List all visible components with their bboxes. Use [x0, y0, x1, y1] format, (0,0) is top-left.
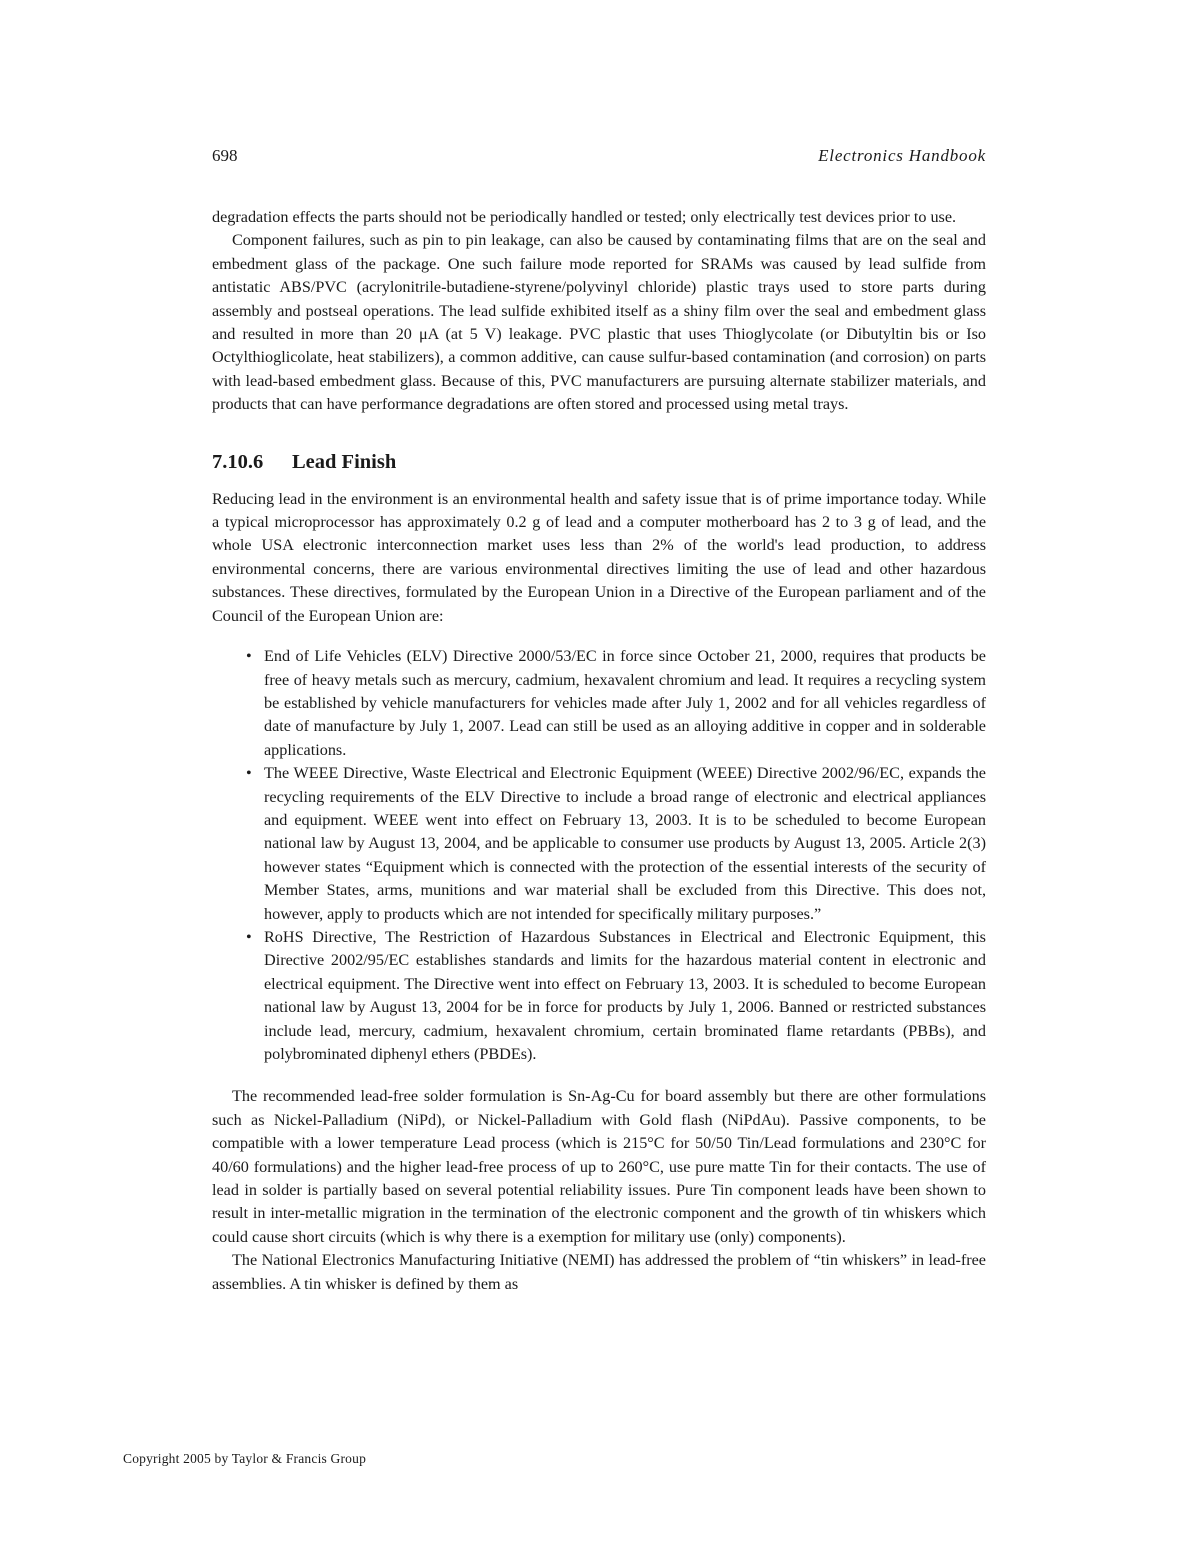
- paragraph-intro: Reducing lead in the environment is an environmental health and safety issue that is of prime importance today. While a typical microprocessor has approximately 0.2 g of lead and a computer motherboard has 2 to 3 g of lead, and the whole USA electronic interconnection market uses less than 2% of the world's lead production, to address environmental concerns, there are various environmental directives limiting the use of lead and other hazardous substances. These directives, formulated by the European Union in a Directive of the European parliament and of the Council of the European Union are:: [212, 489, 986, 625]
- bullet-icon: •: [246, 927, 252, 946]
- paragraph-continued: degradation effects the parts should not be periodically handled or tested; only electrically test devices prior to use.: [212, 208, 957, 226]
- list-item-text: RoHS Directive, The Restriction of Hazardous Substances in Electrical and Electronic Equipment, this Directive 2002/95/EC establishes standards and limits for the hazardous material content in electronic and electrical equipment. The Directive went into effect on February 13, 2003. It is scheduled to become European national law by August 13, 2004 for be in force for products by July 1, 2006. Banned or restricted substances include lead, mercury, cadmium, hexavalent chromium, certain brominated flame retardants (PBBs), and polybrominated diphenyl ethers (PBDEs).: [264, 927, 986, 1063]
- bullet-icon: •: [246, 647, 252, 666]
- section-number: 7.10.6: [212, 450, 264, 473]
- bullet-icon: •: [246, 764, 252, 783]
- page-number: 698: [212, 146, 238, 165]
- paragraph-solder-formulation: The recommended lead-free solder formulation is Sn-Ag-Cu for board assembly but there are other formulations such as Nickel-Palladium (NiPd), or Nickel-Palladium with Gold flash (NiPdAu). Passive components, to be compatible with a lower temperature Lead process (which is 215°C for 50/50 Tin/Lead formulations and 230°C for 40/60 formulations) and the higher lead-free process of up to 260°C, use pure matte Tin for their contacts. The use of lead in solder is partially based on several potential reliability issues. Pure Tin component leads have been shown to result in inter-metallic migration in the termination of the electronic component and the growth of tin whiskers which could cause short circuits (which is why there is a exemption for military use (only) components).: [212, 1087, 986, 1246]
- section-title: Lead Finish: [292, 450, 397, 473]
- page-header: [212, 146, 986, 172]
- section-heading: [212, 449, 986, 475]
- page-body: [212, 206, 986, 1296]
- paragraph-nemi: The National Electronics Manufacturing Initiative (NEMI) has addressed the problem of “tin whiskers” in lead-free assemblies. A tin whisker is defined by them as: [212, 1251, 986, 1293]
- list-item-elv: [246, 645, 986, 762]
- list-item-text: End of Life Vehicles (ELV) Directive 2000/53/EC in force since October 21, 2000, requires that products be free of heavy metals such as mercury, cadmium, hexavalent chromium and lead. It requires a recycling system be established by vehicle manufacturers for vehicles made after July 1, 2002 and for all vehicles regardless of date of manufacture by July 1, 2007. Lead can still be used as an alloying additive in copper and in solderable applications.: [264, 647, 986, 759]
- paragraph-component-failures: Component failures, such as pin to pin leakage, can also be caused by contaminating films that are on the seal and embedment glass of the package. One such failure mode reported for SRAMs was caused by lead sulfide from antistatic ABS/PVC (acrylonitrile-butadiene-styrene/polyvinyl chloride) plastic trays used to store parts during assembly and postseal operations. The lead sulfide exhibited itself as a shiny film over the seal and embedment glass and resulted in more than 20 μA (at 5 V) leakage. PVC plastic that uses Thioglycolate (or Dibutyltin bis or Iso Octylthioglicolate, heat stabilizers), a common additive, can cause sulfur-based contamination (and corrosion) on parts with lead-based embedment glass. Because of this, PVC manufacturers are pursuing alternate stabilizer materials, and products that can have performance degradations are often stored and processed using metal trays.: [212, 231, 986, 414]
- copyright-footer: Copyright 2005 by Taylor & Francis Group: [123, 1451, 367, 1466]
- running-title: Electronics Handbook: [818, 146, 986, 165]
- directive-list: [212, 645, 986, 1066]
- list-item-weee: [246, 762, 986, 926]
- list-item-rohs: [246, 926, 986, 1066]
- list-item-text: The WEEE Directive, Waste Electrical and Electronic Equipment (WEEE) Directive 2002/96/EC, expands the recycling requirements of the ELV Directive to include a broad range of electronic and electrical appliances and equipment. WEEE went into effect on February 13, 2003. It is to be scheduled to become European national law by August 13, 2004, and be applicable to consumer use products by August 13, 2005. Article 2(3) however states “Equipment which is connected with the protection of the essential interests of the security of Member States, arms, munitions and war material shall be excluded from this Directive. This does not, however, apply to products which are not intended for specifically military purposes.”: [264, 764, 986, 923]
